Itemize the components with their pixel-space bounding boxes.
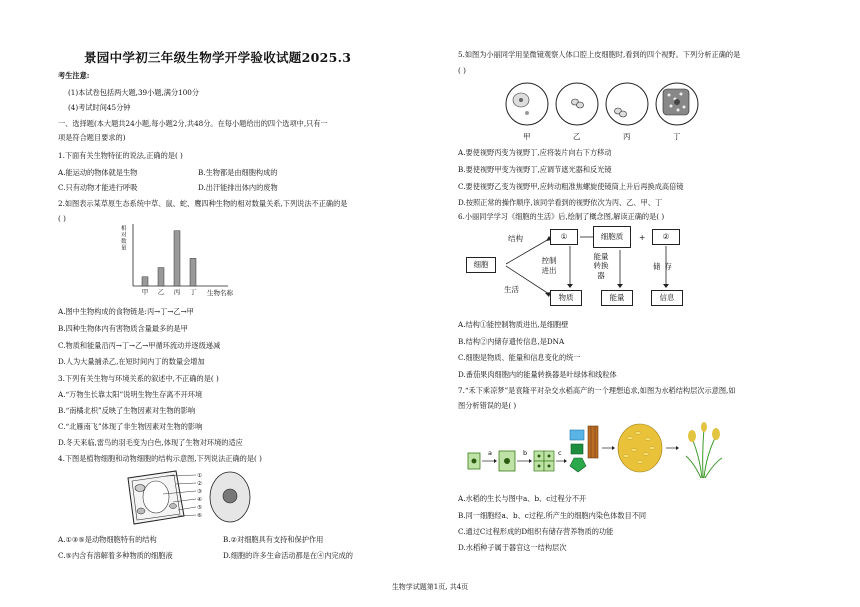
option-b: B.结构②内储存遗传信息,是DNA <box>458 337 565 346</box>
question-stem: 4.下图是植物细胞和动物细胞的结构示意图,下列说法正确的是( ) <box>58 454 262 463</box>
concept-store-label: 储存 <box>653 262 676 271</box>
concept-energy: 能量 <box>601 290 633 306</box>
view-label: 甲 <box>523 132 531 141</box>
option-b: B.②对细胞具有支持和保护作用 <box>223 535 324 544</box>
concept-cytoplasm: 细胞质 <box>593 226 631 248</box>
bar-chart <box>113 218 233 300</box>
svg-text:①: ① <box>197 473 202 479</box>
option-c: C.要使视野乙变为视野甲,应转动粗准焦螺旋使镜筒上升后再换成高倍镜 <box>458 182 684 191</box>
rice-structure-diagram <box>466 418 726 488</box>
bar-丙 <box>174 231 180 286</box>
concept-life-label: 生活 <box>504 285 519 294</box>
option-c: C.只有动物才能进行呼吸 <box>58 183 138 192</box>
view-label: 丙 <box>623 132 631 141</box>
option-d: D.出汗能排出体内的废物 <box>198 183 278 192</box>
question-stem: 1.下面有关生物特征的说法,正确的是( ) <box>58 151 183 160</box>
question-stem: 6.小丽同学学习《细胞的生活》后,绘制了概念图,解读正确的是( ) <box>458 212 665 221</box>
question-stem: 2.如图表示某草原生态系统中草、鼠、蛇、鹰四种生物的相对数量关系,下列说法不正确的是 <box>58 199 348 208</box>
concept-box-2: ② <box>652 229 680 245</box>
option-d: D.冬天来临,雷鸟的羽毛变为白色,体现了生物对环境的适应 <box>58 438 243 447</box>
question-stem: 7.“禾下乘凉梦”是袁隆平对杂交水稻高产的一个理想追求,如图为水稻结构层次示意图,如 <box>458 386 736 395</box>
concept-structure-label: 结构 <box>508 234 523 243</box>
page-footer: 生物学试题第1页, 共4页 <box>391 583 469 591</box>
x-tick-label: 丁 <box>189 288 197 296</box>
tissues <box>570 426 598 472</box>
concept-matter: 物质 <box>550 290 582 306</box>
option-d: D.人为大量捕杀乙,在短时间内丁的数量会增加 <box>58 357 205 366</box>
option-c: C.“北雁南飞”体现了非生物因素对生物的影响 <box>58 422 203 431</box>
y-axis-label: 相对数量 <box>121 226 127 252</box>
bar-丁 <box>190 258 196 286</box>
animal-cell-illustration <box>210 472 250 522</box>
notice-item: (4)考试时间45分钟 <box>68 103 131 112</box>
view-ding <box>656 83 698 125</box>
cell-structure-diagram <box>118 466 258 530</box>
option-c: C.通过C过程形成的D组织有储存营养物质的功能 <box>458 527 614 536</box>
growing-cell <box>499 451 515 471</box>
x-tick-label: 丙 <box>173 288 181 296</box>
svg-text:⑤: ⑤ <box>197 505 202 511</box>
question-stem: 图分析错误的是( ) <box>458 401 517 410</box>
option-a: A.①③⑤是动物细胞特有的结构 <box>58 535 157 544</box>
question-stem: 3.下列有关生物与环境关系的叙述中,不正确的是( ) <box>58 374 219 383</box>
svg-text:③: ③ <box>197 489 202 495</box>
process-label: b <box>523 449 528 457</box>
option-d: D.细胞的许多生命活动都是在④内完成的 <box>223 551 353 560</box>
view-label: 丁 <box>673 132 681 141</box>
option-c: C.细胞是物质、能量和信息变化的统一 <box>458 353 581 362</box>
option-a: A.图中生物构成的食物链是:丙→丁→乙→甲 <box>58 307 194 316</box>
svg-text:⑥: ⑥ <box>197 513 202 519</box>
option-c: C.⑤内含有溶解着多种物质的细胞液 <box>58 551 173 560</box>
question-stem: 5.如图为小丽同学用显微镜观察人体口腔上皮细胞时,看到的四个视野。下列分析正确的是 <box>458 50 741 59</box>
option-d: D.番茄果肉细胞内的能量转换器是叶绿体和线粒体 <box>458 370 617 379</box>
notice-item: (1)本试卷包括两大题,39小题,满分100分 <box>68 88 200 97</box>
rice-plant <box>686 422 722 478</box>
single-cell <box>468 453 480 469</box>
process-label: a <box>488 449 492 457</box>
bar-甲 <box>142 277 148 286</box>
x-tick-label: 乙 <box>157 288 165 296</box>
notice-title: 考生注意: <box>58 71 90 80</box>
concept-cell: 细胞 <box>466 257 496 273</box>
question-stem: ( ) <box>58 214 66 223</box>
option-b: B.要使视野甲变为视野丁,应调节遮光器和反光镜 <box>458 165 612 174</box>
option-b: B.四种生物体内有害物质含量最多的是甲 <box>58 324 188 333</box>
question-stem: ( ) <box>458 66 466 75</box>
concept-box-1: ① <box>550 229 578 245</box>
svg-text:④: ④ <box>197 497 202 503</box>
svg-text:②: ② <box>197 481 202 487</box>
option-a: A.水稻的生长与图中a、b、c过程分不开 <box>458 494 587 503</box>
plant-cell-illustration <box>128 471 184 524</box>
option-a: A.“万物生长靠太阳”说明生物生存离不开环境 <box>58 390 203 399</box>
option-a: A.结构①能控制物质进出,是细胞壁 <box>458 320 569 329</box>
page-title: 景园中学初三年级生物学开学验收试题2025.3 <box>84 50 352 65</box>
option-b: B.同一细胞经a、b、c过程,所产生的细胞内染色体数目不同 <box>458 511 647 520</box>
option-c: C.物质和能量沿丙→丁→乙→甲循环流动并逐级递减 <box>58 341 221 350</box>
concept-energy-converter-label: 能量转换器 <box>593 252 609 280</box>
option-d: D.水稻种子属于器官这一结构层次 <box>458 543 567 552</box>
section-heading: 项是符合题目要求的) <box>58 133 126 142</box>
concept-plus: + <box>639 233 646 242</box>
option-a: A.能运动的物体就是生物 <box>58 168 138 177</box>
x-axis-label: 生物名称 <box>207 289 233 297</box>
option-d: D.按照正常的操作顺序,该同学看到的视野依次为丙、乙、甲、丁 <box>458 198 663 207</box>
concept-info: 信息 <box>651 290 683 306</box>
x-tick-label: 甲 <box>141 288 149 296</box>
microscope-views <box>503 80 703 136</box>
view-jia <box>506 83 548 125</box>
bar-乙 <box>158 268 164 286</box>
process-label: c <box>558 449 562 457</box>
rice-grains <box>618 424 662 472</box>
section-heading: 一、选择题(本大题共24小题,每小题2分,共48分。在每小题给出的四个选项中,只有一 <box>58 119 328 128</box>
view-bing <box>606 83 648 125</box>
option-b: B.生物都是由细胞构成的 <box>198 168 278 177</box>
view-label: 乙 <box>573 132 581 141</box>
option-b: B.“南橘北枳”反映了生物因素对生物的影响 <box>58 406 196 415</box>
view-yi <box>556 83 598 125</box>
option-a: A.要使视野丙变为视野丁,应将装片向右下方移动 <box>458 148 612 157</box>
dividing-cells <box>534 451 554 471</box>
concept-control-label: 控制进出 <box>541 256 557 275</box>
